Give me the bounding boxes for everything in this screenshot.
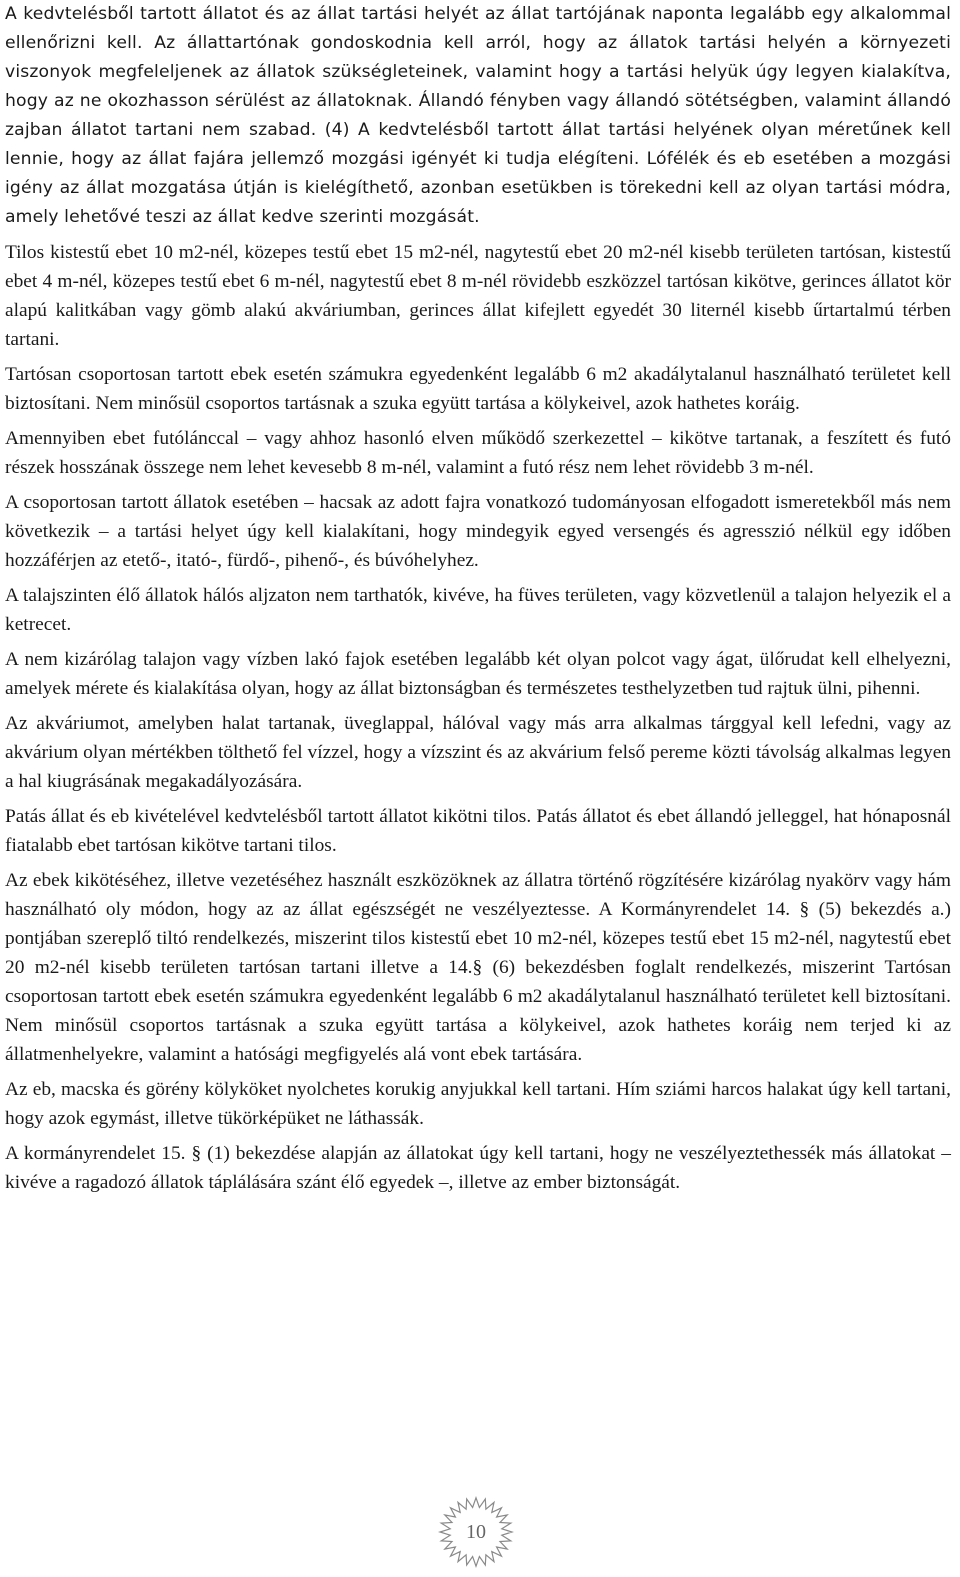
document-page bbox=[5, 0, 951, 1197]
paragraph-tethering: Patás állat és eb kivételével kedvtelésből tartott állatot kikötni tilos. Patás állatot és ebet állandó jelleggel, hat hónaposnál fiatalabb ebet tartósan kikötve tartani tilos. bbox=[5, 806, 951, 856]
paragraph-minimum-area: Tilos kistestű ebet 10 m2-nél, közepes testű ebet 15 m2-nél, nagytestű ebet 20 m2-nél kisebb területen tartósan, kistestű ebet 4 m-nél, közepes testű ebet 6 m-nél, nagytestű ebet 8 m-nél rövidebb eszközzel tartósan kikötve, gerinces állatot kör alapú kalitkában vagy gömb alakú akváriumban, gerinces állat kifejlett egyedét 30 liternél kisebb űrtartalmú térben tartani. bbox=[5, 242, 951, 350]
paragraph-young-animals: Az eb, macska és görény kölyköket nyolchetes korukig anyjukkal kell tartani. Hím sziámi harcos halakat úgy kell tartani, hogy azok egymást, illetve tükörképüket ne láthassák. bbox=[5, 1079, 951, 1129]
paragraph-running-chain: Amennyiben ebet futólánccal – vagy ahhoz hasonló elven működő szerkezettel – kikötve tartanak, a feszített és futó részek hosszának összege nem lehet kevesebb 8 m-nél, valamint a futó rész nem lehet rövidebb 3 m-nél. bbox=[5, 428, 951, 478]
paragraph-perches: A nem kizárólag talajon vagy vízben lakó fajok esetében legalább két olyan polcot vagy ágat, ülőrudat kell elhelyezni, amelyek mérete és kialakítása olyan, hogy az állat biztonságban és természetes testhelyzetben tud rajtuk ülni, pihenni. bbox=[5, 649, 951, 699]
paragraph-safety: A kormányrendelet 15. § (1) bekezdése alapján az állatokat úgy kell tartani, hogy ne veszélyeztethessék más állatokat – kivéve a ragadozó állatok táplálására szánt élő egyedek –, illetve az ember biztonságát. bbox=[5, 1143, 951, 1193]
page-number-badge bbox=[428, 1492, 524, 1572]
paragraph-collar-harness: Az ebek kikötéséhez, illetve vezetéséhez használt eszközöknek az állatra történő rögzítésére kizárólag nyakörv vagy hám használható oly módon, hogy az az állat egészségét ne veszélyeztesse. A Kormányrendelet 14. § (5) bekezdés a.) pontjában szereplő tiltó rendelkezés, miszerint tilos kistestű ebet 10 m2-nél, közepes testű ebet 15 m2-nél, nagytestű ebet 20 m2-nél kisebb területen tartósan tartani illetve a 14.§ (6) bekezdésben foglalt rendelkezés, miszerint Tartósan csoportosan tartott ebek esetén számukra egyedenként legalább 6 m2 akadálytalanul használható területet kell biztosítani. Nem minősül csoportos tartásnak a szuka együtt tartása a kölykeivel, azok hathetes koráig nem terjed ki az állatmenhelyekre, valamint a hatósági megfigyelés alá vont ebek tartására. bbox=[5, 870, 951, 1065]
paragraph-daily-inspection: A kedvtelésből tartott állatot és az állat tartási helyét az állat tartójának naponta legalább egy alkalommal ellenőrizni kell. Az állattartónak gondoskodnia kell arról, hogy az állatok tartási helyén a környezeti viszonyok megfeleljenek az állatok szükségleteinek, valamint hogy a tartási helyük úgy legyen kialakítva, hogy az ne okozhasson sérülést az állatoknak. Állandó fényben vagy állandó sötétségben, valamint állandó zajban állatot tartani nem szabad. (4) A kedvtelésből tartott állat tartási helyének olyan méretűnek kell lennie, hogy az állat fajára jellemző mozgási igényét ki tudja elégíteni. Lófélék és eb esetében a mozgási igény az állat mozgatása útján is kielégíthető, azonban esetükben is törekedni kell az olyan tartási módra, amely lehetővé teszi az állat kedve szerinti mozgását. bbox=[5, 4, 951, 227]
page-number: 10 bbox=[466, 1520, 486, 1543]
paragraph-group-housing: A csoportosan tartott állatok esetében – hacsak az adott fajra vonatkozó tudományosan elfogadott ismeretekből más nem következik – a tartási helyet úgy kell kialakítani, hogy mindegyik egyed versengés és agresszió nélkül egy időben hozzáférjen az etető-, itató-, fürdő-, pihenő-, és búvóhelyhez. bbox=[5, 492, 951, 571]
paragraph-aquarium-cover: Az akváriumot, amelyben halat tartanak, üveglappal, hálóval vagy más arra alkalmas tárggyal kell lefedni, vagy az akvárium olyan mértékben tölthető fel vízzel, hogy a vízszint és az akvárium felső pereme közti távolság alkalmas legyen a hal kiugrásának megakadályozására. bbox=[5, 713, 951, 792]
paragraph-group-keeping: Tartósan csoportosan tartott ebek esetén számukra egyedenként legalább 6 m2 akadálytalanul használható területet kell biztosítani. Nem minősül csoportos tartásnak a szuka együtt tartása a kölykeivel, azok hathetes koráig. bbox=[5, 364, 951, 414]
paragraph-mesh-floor: A talajszinten élő állatok hálós aljzaton nem tarthatók, kivéve, ha füves területen, vagy közvetlenül a talajon helyezik el a ketrecet. bbox=[5, 585, 951, 635]
